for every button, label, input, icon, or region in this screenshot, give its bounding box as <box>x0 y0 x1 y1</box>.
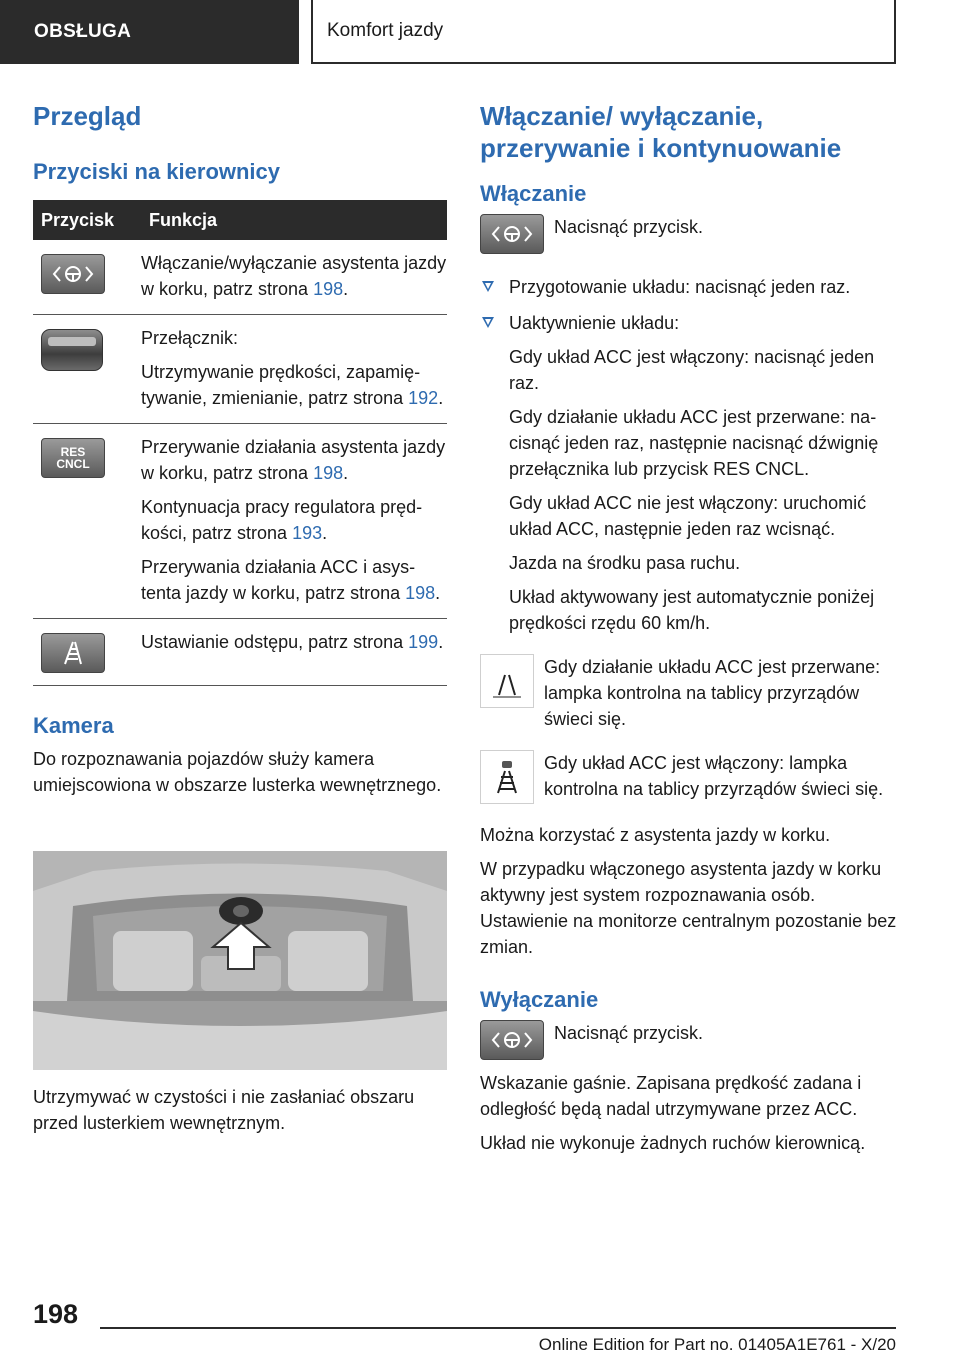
footer-divider <box>100 1327 896 1329</box>
section-subtitle: Przyciski na kierownicy <box>33 159 281 184</box>
bullet-triangle-icon <box>482 317 494 328</box>
off-instruction <box>480 1020 898 1060</box>
table-row <box>33 240 447 315</box>
section-title: Włączanie/ wyłączanie, przerywanie i kontynuowanie <box>480 101 842 163</box>
traffic-jam-assistant-icon <box>480 1020 544 1060</box>
page-link[interactable]: 199 <box>408 632 439 652</box>
list-subitem: Jazda na środku pasa ruchu. <box>509 553 741 573</box>
indicator-interrupted-text: Gdy działanie układu ACC jest przerwane: lampka kontrolna na tablicy przyrządów świeci się. <box>544 657 881 729</box>
list-subitem: Gdy układ ACC jest włączony: nacisnąć jeden raz. <box>509 347 875 393</box>
page-link[interactable]: 192 <box>408 388 439 408</box>
row-function-text: Ustawianie odstępu, patrz strona 199. <box>141 632 444 652</box>
camera-illustration <box>33 851 447 1070</box>
off-text-1: Wskazanie gaśnie. Zapisana prędkość zadana i odległość będą nadal utrzymywane przez ACC. <box>480 1073 862 1119</box>
row-function-text: Przerywanie działania asystenta jazdy w korku, patrz strona 198. <box>141 437 446 483</box>
table-row <box>33 315 447 424</box>
page-link[interactable]: 198 <box>313 279 344 299</box>
traffic-jam-assistant-icon <box>480 214 544 254</box>
page-title: Przegląd <box>33 101 142 131</box>
can-use-text: Można korzystać z asystenta jazdy w korku. <box>480 825 831 845</box>
list-item: Przygotowanie układu: nacisnąć jeden raz. <box>480 274 898 300</box>
res-cncl-icon: RES CNCL <box>41 438 105 478</box>
on-heading: Włączanie <box>480 181 587 206</box>
table-header-row <box>33 200 447 240</box>
section-tab: OBSŁUGA <box>0 0 299 64</box>
camera-heading: Kamera <box>33 713 114 738</box>
camera-text: Do rozpoznawania pojazdów służy kamera umiejscowiona w obszarze lusterka wewnętrznego. <box>33 749 442 795</box>
list-item: Uaktywnienie układu: Gdy układ ACC jest włączony: nacisnąć jeden raz. Gdy działanie układu ACC jest przerwane: nacisnąć jeden raz, następnie nacisnąć dźwignię przełącznika lub przycisk RES CNCL. Gdy układ ACC nie jest włączony: uruchomić układ ACC, następnie jeden raz wcisnąć. Jazda na środku pasa ruchu. Układ aktywowany jest automatycznie poniżej prędkości rzędu 60 km/h. <box>480 310 898 636</box>
people-detect-text: W przypadku włączonego asystenta jazdy w korku aktywny jest system rozpoznawania osób. Ustawienie na monitorze centralnym pozostanie bez zmian. <box>480 859 897 957</box>
edition-text: Online Edition for Part no. 01405A1E761 - X/20 <box>538 1335 896 1354</box>
rocker-switch-icon <box>41 329 103 371</box>
row-function-text: Włączanie/wyłączanie asystenta jazdy w korku, patrz strona 198. <box>141 253 447 299</box>
row-function-text: Kontynuacja pracy regulatora prędkości, patrz strona 193. <box>141 497 423 543</box>
on-instruction <box>480 214 898 254</box>
left-column <box>33 100 447 798</box>
indicator-interrupted <box>480 654 898 732</box>
distance-setting-icon <box>41 633 105 673</box>
page-link[interactable]: 193 <box>292 523 323 543</box>
list-subitem: Gdy działanie układu ACC jest przerwane: nacisnąć jeden raz, następnie nacisnąć dźwignię przełącznika lub przycisk RES CNCL. <box>509 407 879 479</box>
chapter-tab: Komfort jazdy <box>311 0 896 64</box>
indicator-on-text: Gdy układ ACC jest włączony: lampka kontrolna na tablicy przyrządów świeci się. <box>544 753 884 799</box>
right-column <box>480 100 898 1156</box>
button-table <box>33 200 447 686</box>
column-header-function: Funkcja <box>141 200 447 240</box>
row-function-text: Przerywania działania ACC i asystenta jazdy w korku, patrz strona 198. <box>141 557 441 603</box>
list-subitem: Układ aktywowany jest automatycznie poniżej prędkości rzędu 60 km/h. <box>509 587 875 633</box>
traffic-jam-assistant-icon <box>41 254 105 294</box>
row-function-text: Utrzymywanie prędkości, zapamiętywanie, zmienianie, patrz strona 192. <box>141 362 444 408</box>
camera-caption: Utrzymywać w czystości i nie zasłaniać obszaru przed lusterkiem wewnętrznym. <box>33 1087 415 1133</box>
table-row <box>33 619 447 686</box>
list-subitem: Gdy układ ACC nie jest włączony: uruchomić układ ACC, następnie jeden raz wcisnąć. <box>509 493 867 539</box>
off-press-text: Nacisnąć przycisk. <box>554 1023 704 1043</box>
page-number: 198 <box>33 1299 79 1329</box>
bullet-triangle-icon <box>482 281 494 292</box>
acc-interrupted-indicator-icon <box>480 654 534 708</box>
table-row <box>33 424 447 619</box>
page-link[interactable]: 198 <box>405 583 436 603</box>
off-text-2: Układ nie wykonuje żadnych ruchów kierownicą. <box>480 1133 866 1153</box>
activation-list <box>480 274 898 636</box>
column-header-button: Przycisk <box>33 200 141 240</box>
off-heading: Wyłączanie <box>480 987 599 1012</box>
row-function-label: Przełącznik: <box>141 328 239 348</box>
indicator-on <box>480 750 898 804</box>
press-button-text: Nacisnąć przycisk. <box>554 217 704 237</box>
acc-on-indicator-icon <box>480 750 534 804</box>
page-link[interactable]: 198 <box>313 463 344 483</box>
